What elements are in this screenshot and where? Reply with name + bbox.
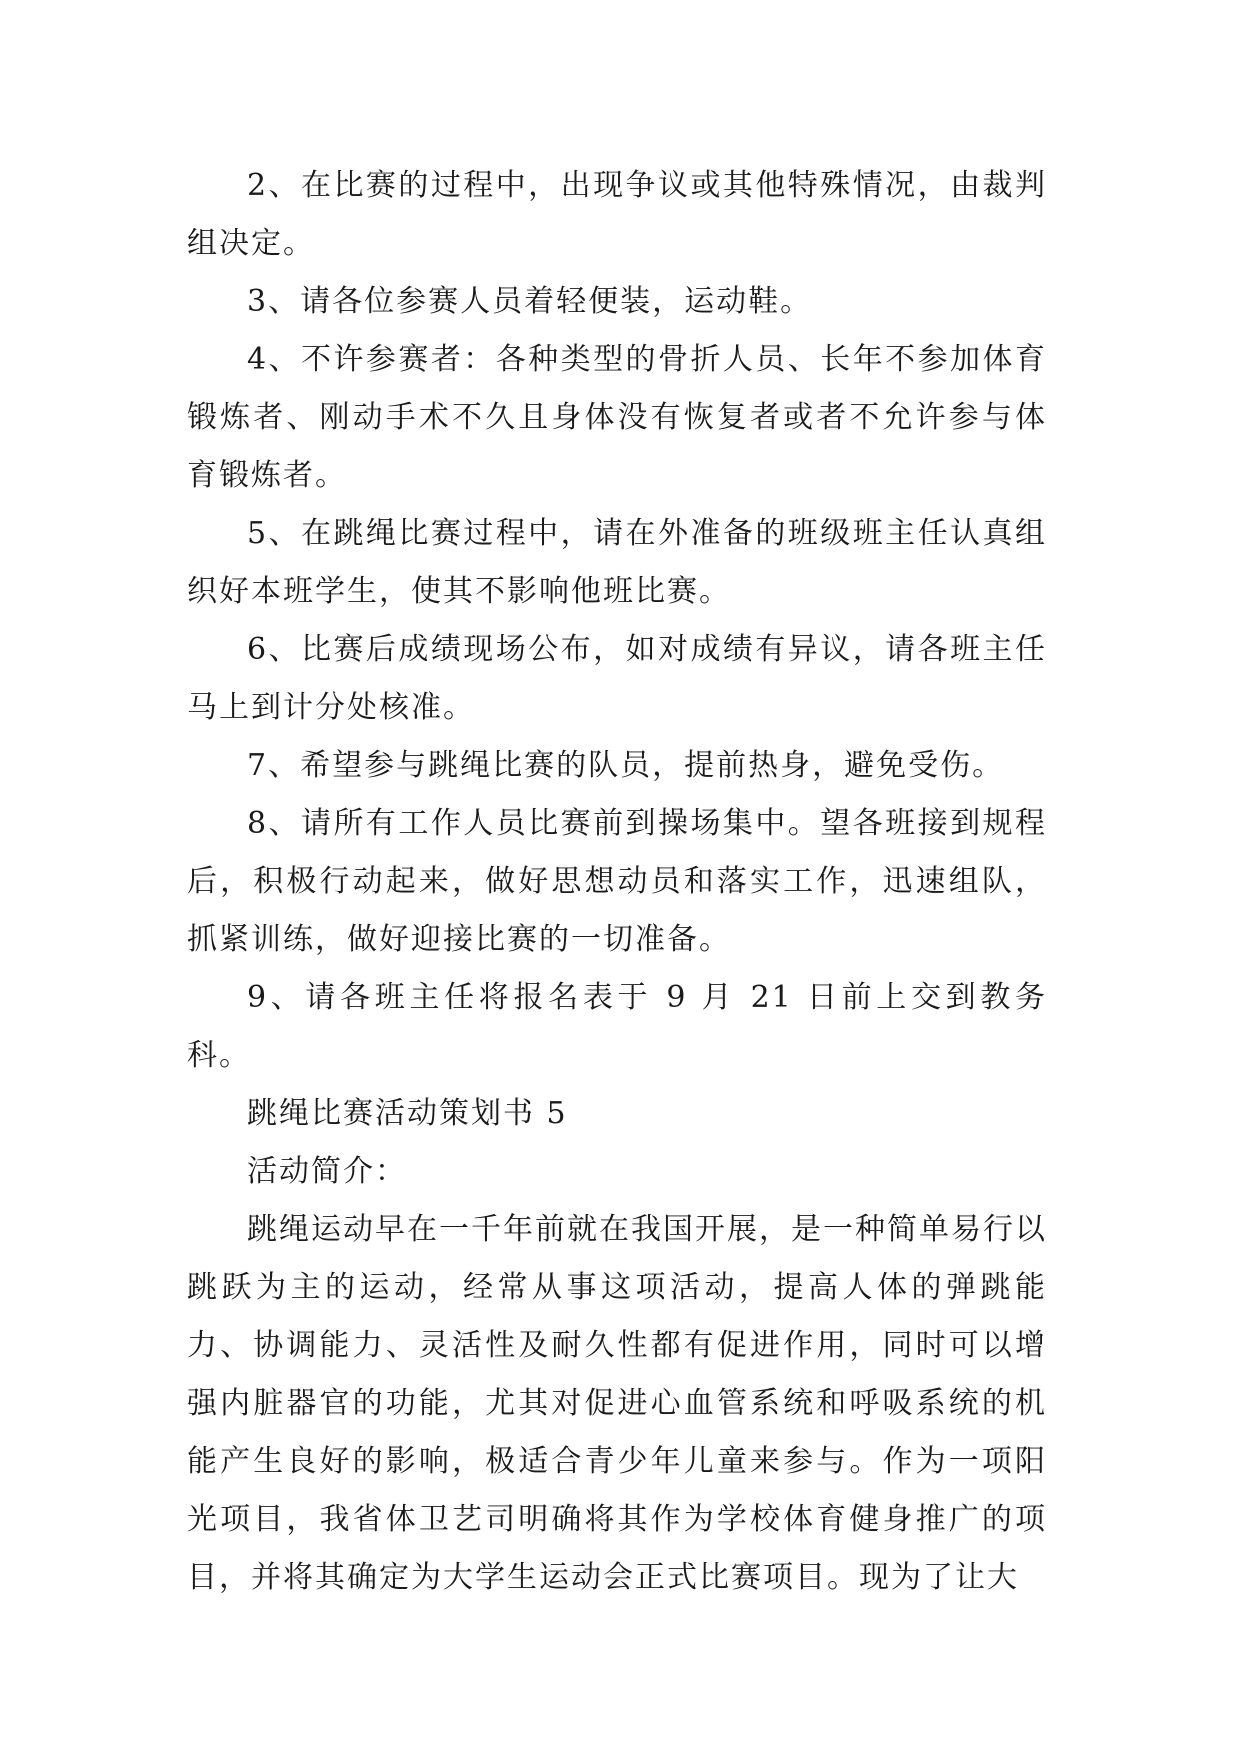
paragraph-rule-4: 4、不许参赛者：各种类型的骨折人员、长年不参加体育锻炼者、刚动手术不久且身体没有恢复者或者不允许参与体育锻炼者。 [187,342,1047,493]
paragraph-rule-9: 9、请各班主任将报名表于 9 月 21 日前上交到教务科。 [187,980,1047,1073]
subsection-heading: 活动简介： [247,1154,407,1189]
paragraph-introduction: 跳绳运动早在一千年前就在我国开展，是一种简单易行以跳跃为主的运动，经常从事这项活动，提高人体的弹跳能力、协调能力、灵活性及耐久性都有促进作用，同时可以增强内脏器官的功能，尤其对促进心血管系统和呼吸系统的机能产生良好的影响，极适合青少年儿童来参与。作为一项阳光项目，我省体卫艺司明确将其作为学校体育健身推广的项目，并将其确定为大学生运动会正式比赛项目。现为了让大 [187,1212,1047,1595]
paragraph-rule-8: 8、请所有工作人员比赛前到操场集中。望各班接到规程后，积极行动起来，做好思想动员和落实工作，迅速组队，抓紧训练，做好迎接比赛的一切准备。 [187,806,1047,957]
paragraph-rule-6: 6、比赛后成绩现场公布，如对成绩有异议，请各班主任马上到计分处核准。 [187,632,1047,725]
section-heading: 跳绳比赛活动策划书 5 [247,1096,568,1131]
paragraph-rule-7: 7、希望参与跳绳比赛的队员，提前热身，避免受伤。 [247,748,1005,783]
paragraph-rule-3: 3、请各位参赛人员着轻便装，运动鞋。 [247,284,813,319]
paragraph-rule-2: 2、在比赛的过程中，出现争议或其他特殊情况，由裁判组决定。 [187,168,1047,261]
document-body [187,157,1047,1607]
paragraph-rule-5: 5、在跳绳比赛过程中，请在外准备的班级班主任认真组织好本班学生，使其不影响他班比赛。 [187,516,1047,609]
